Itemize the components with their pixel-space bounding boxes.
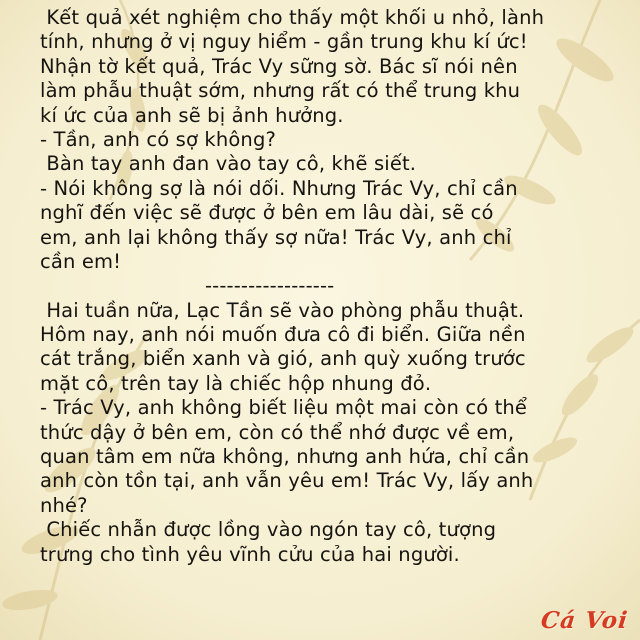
story-line: tính, nhưng ở vị nguy hiểm - gần trung khu kí ức! — [40, 30, 528, 54]
story-line: Hai tuần nữa, Lạc Tần sẽ vào phòng phẫu thuật. — [40, 298, 525, 322]
section-separator: ------------------ — [205, 274, 335, 298]
story-line: Chiếc nhẫn được lồng vào ngón tay cô, tượng — [40, 518, 497, 542]
story-line: làm phẫu thuật sớm, nhưng rất có thể trung khu — [40, 79, 521, 103]
story-line: anh còn tồn tại, anh vẫn yêu em! Trác Vy, lấy anh — [40, 469, 534, 493]
story-line: kí ức của anh sẽ bị ảnh hưởng. — [40, 103, 344, 127]
story-line: quan tâm em nữa không, nhưng anh hứa, chỉ cần — [40, 445, 530, 469]
story-line: Hôm nay, anh nói muốn đưa cô đi biển. Giữa nền — [40, 323, 526, 347]
story-line: Kết quả xét nghiệm cho thấy một khối u nhỏ, lành — [40, 6, 545, 29]
story-line: nhé? — [40, 493, 88, 517]
story-line: cát trắng, biển xanh và gió, anh quỳ xuống trước — [40, 347, 526, 371]
story-line: - Tần, anh có sợ không? — [40, 127, 276, 151]
story-line: Bàn tay anh đan vào tay cô, khẽ siết. — [40, 152, 417, 176]
story-line: trưng cho tình yêu vĩnh cửu của hai người. — [40, 542, 460, 566]
story-text — [40, 6, 640, 567]
story-line: cần em! — [40, 249, 122, 273]
story-line: Nhận tờ kết quả, Trác Vy sững sờ. Bác sĩ nói nên — [40, 54, 518, 78]
story-line: thức dậy ở bên em, còn có thể nhớ được về em, — [40, 420, 515, 444]
story-line: - Trác Vy, anh không biết liệu một mai còn có thể — [40, 396, 528, 420]
story-line: em, anh lại không thấy sợ nữa! Trác Vy, anh chỉ — [40, 225, 512, 249]
story-line: nghĩ đến việc sẽ được ở bên em lâu dài, sẽ có — [40, 201, 494, 225]
story-line: - Nói không sợ là nói dối. Nhưng Trác Vy, chỉ cần — [40, 176, 518, 200]
story-line: mặt cô, trên tay là chiếc hộp nhung đỏ. — [40, 371, 432, 395]
author-signature: Cá Voi — [539, 607, 630, 634]
